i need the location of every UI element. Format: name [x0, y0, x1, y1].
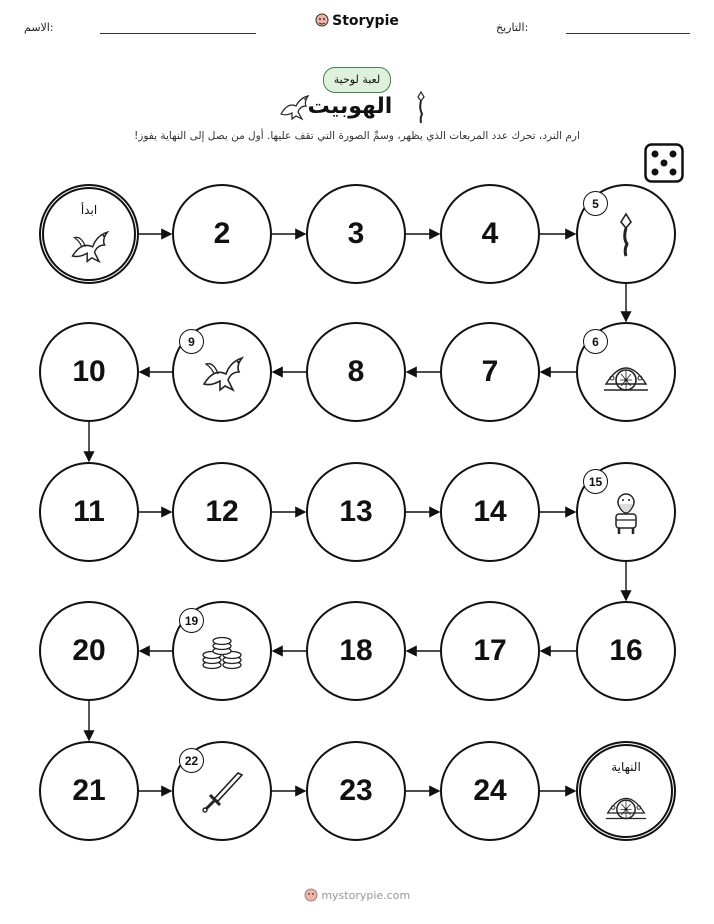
name-label: الاسم: [24, 21, 54, 34]
cell-number: 14 [473, 495, 507, 528]
dwarf-icon [602, 488, 650, 536]
footer-site: mystorypie.com [321, 889, 411, 902]
sword-icon [198, 767, 246, 815]
board-game-badge: لعبة لوحية [323, 67, 391, 93]
cell-number: 8 [347, 355, 365, 388]
board-cell[interactable] [576, 462, 676, 562]
cell-number: 10 [72, 355, 106, 388]
board-cell[interactable] [306, 741, 406, 841]
board-cell[interactable] [172, 184, 272, 284]
cell-number: 13 [339, 495, 373, 528]
board-cell[interactable] [172, 601, 272, 701]
date-label: التاريخ: [496, 21, 529, 34]
board-cell[interactable] [39, 322, 139, 422]
cell-number: 23 [339, 774, 373, 807]
finish-label: النهاية [611, 760, 641, 774]
cell-number: 20 [72, 634, 106, 667]
staff-icon [602, 210, 650, 258]
board-cell[interactable] [440, 184, 540, 284]
dragon-icon [67, 223, 111, 267]
cell-number-badge: 5 [583, 191, 608, 216]
cell-number: 7 [481, 355, 499, 388]
page-title: الهوبيت [307, 94, 393, 119]
dragon-icon [198, 348, 246, 396]
board-cell[interactable] [440, 601, 540, 701]
board-cell[interactable] [576, 741, 676, 841]
cell-number: 3 [347, 217, 365, 250]
cell-number: 4 [481, 217, 499, 250]
cell-number: 18 [339, 634, 373, 667]
board-cell[interactable] [172, 322, 272, 422]
cell-number-badge: 22 [179, 748, 204, 773]
board-cell[interactable] [39, 462, 139, 562]
board-cell[interactable] [306, 601, 406, 701]
cell-number-badge: 9 [179, 329, 204, 354]
hobbit-door-icon [604, 780, 648, 824]
board-cell[interactable] [172, 462, 272, 562]
board-cell[interactable] [306, 462, 406, 562]
board-cell[interactable] [172, 741, 272, 841]
board-cell[interactable] [440, 322, 540, 422]
instructions: ارم النرد، تحرك عدد المربعات الذي يظهر، وسمِّ الصورة التي تقف عليها. أول من يصل إلى النهاية يفوز! [134, 130, 580, 142]
board-cell[interactable] [39, 741, 139, 841]
board-cell[interactable] [39, 601, 139, 701]
cell-number: 11 [73, 495, 105, 528]
board-cell[interactable] [576, 601, 676, 701]
footer [0, 888, 714, 902]
board-cell[interactable] [576, 322, 676, 422]
cell-number: 21 [72, 774, 106, 807]
cell-number: 24 [473, 774, 507, 807]
board-cell[interactable] [39, 184, 139, 284]
board-cell[interactable] [306, 184, 406, 284]
cell-number: 2 [213, 217, 231, 250]
brand-name: Storypie [332, 13, 399, 29]
cell-number-badge: 15 [583, 469, 608, 494]
start-label: ابدأ [80, 203, 98, 217]
cell-number: 16 [609, 634, 643, 667]
coins-icon [198, 627, 246, 675]
cell-number: 17 [473, 634, 507, 667]
cell-number-badge: 6 [583, 329, 608, 354]
storypie-mascot-icon [304, 888, 318, 902]
hobbit-door-icon [602, 348, 650, 396]
board-cell[interactable] [306, 322, 406, 422]
cell-number-badge: 19 [179, 608, 204, 633]
board-cell[interactable] [576, 184, 676, 284]
cell-number: 12 [205, 495, 239, 528]
board-cell[interactable] [440, 741, 540, 841]
board-cell[interactable] [440, 462, 540, 562]
